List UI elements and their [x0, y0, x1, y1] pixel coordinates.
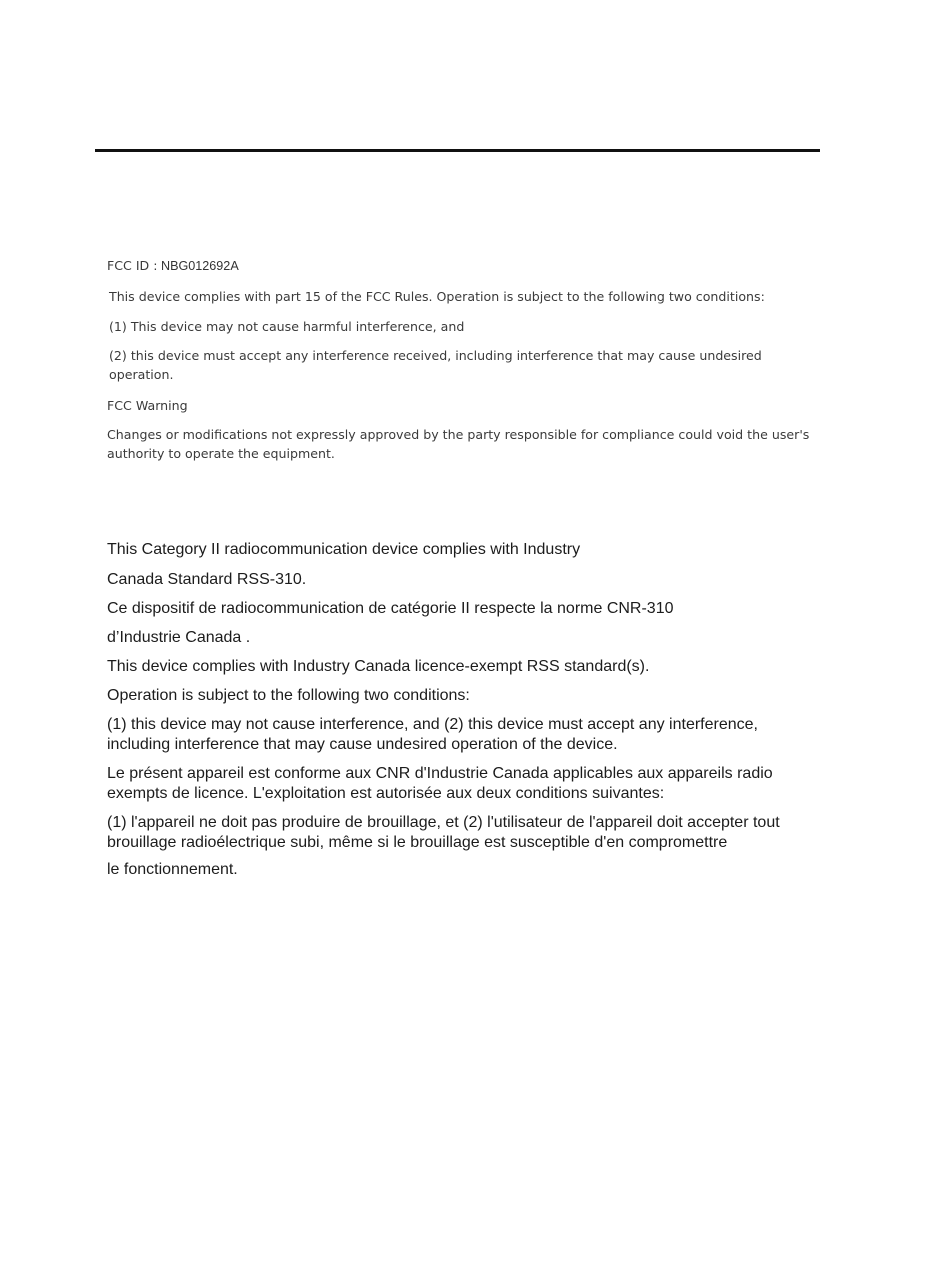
ic-line-4: d’Industrie Canada .: [107, 629, 251, 646]
ic-line-2: Canada Standard RSS-310.: [107, 571, 307, 588]
header-rule: [95, 149, 820, 152]
ic-line-6: Operation is subject to the following two conditions:: [107, 687, 470, 704]
fcc-id-label: FCC ID :: [107, 258, 158, 273]
ic-conditions-fr-end: le fonctionnement.: [107, 861, 238, 878]
fcc-compliance-text: This device complies with part 15 of the FCC Rules. Operation is subject to the following two conditions:: [109, 289, 765, 304]
fcc-condition-1: (1) This device may not cause harmful interference, and: [109, 319, 465, 334]
ic-conditions-en: (1) this device may not cause interference, and (2) this device must accept any interference, including interference that may cause undesired operation of the device.: [107, 716, 758, 753]
ic-line-5: This device complies with Industry Canada licence-exempt RSS standard(s).: [107, 658, 650, 675]
ic-intro-fr: Le présent appareil est conforme aux CNR d'Industrie Canada applicables aux appareils radio exempts de licence. L'exploitation est autorisée aux deux conditions suivantes:: [107, 765, 773, 802]
fcc-warning-title: FCC Warning: [107, 398, 188, 413]
ic-conditions-fr: (1) l'appareil ne doit pas produire de brouillage, et (2) l'utilisateur de l'appareil doit accepter tout brouillage radioélectrique subi, même si le brouillage est susceptible d'en compromettre: [107, 814, 780, 851]
fcc-id: [107, 258, 239, 273]
ic-line-1: This Category II radiocommunication device complies with Industry: [107, 541, 581, 558]
ic-line-3: Ce dispositif de radiocommunication de catégorie II respecte la norme CNR-310: [107, 600, 674, 617]
fcc-condition-2: (2) this device must accept any interference received, including interference that may cause undesired operation.: [109, 348, 762, 382]
fcc-id-value: NBG012692A: [161, 259, 239, 273]
fcc-warning-text: Changes or modifications not expressly approved by the party responsible for compliance could void the user's authority to operate the equipment.: [107, 427, 810, 461]
